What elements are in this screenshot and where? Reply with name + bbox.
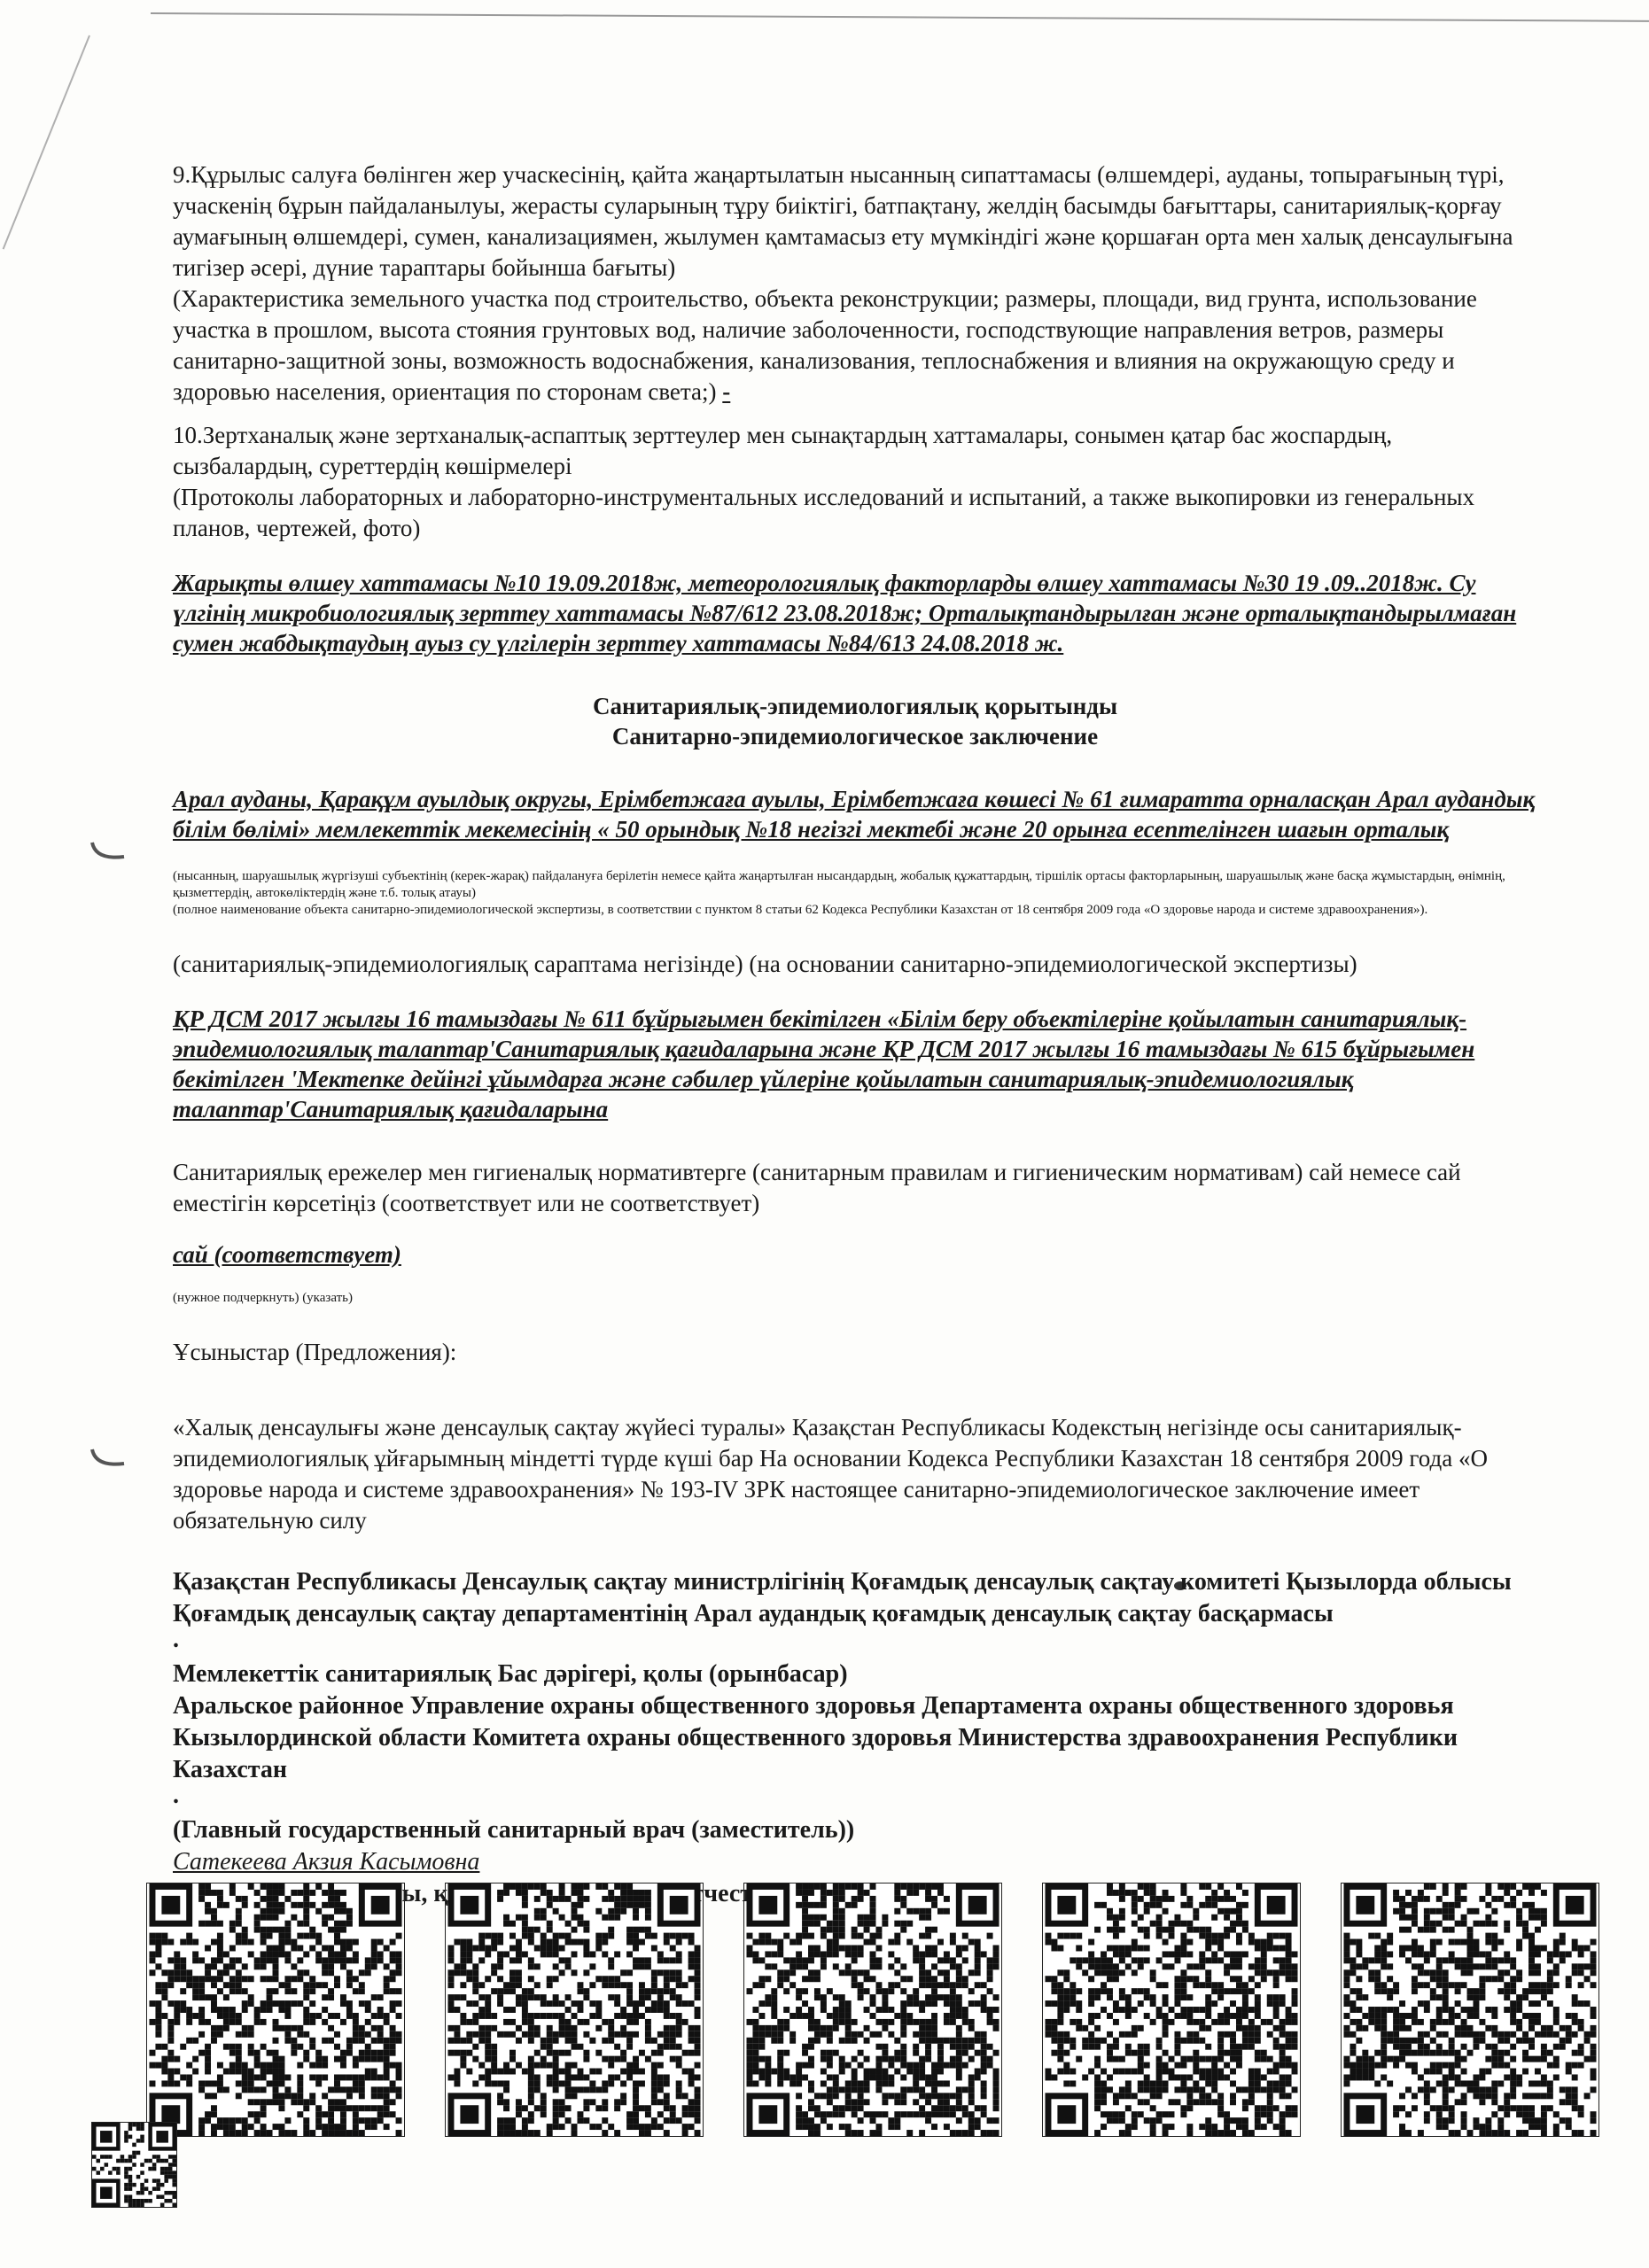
qr-code (1042, 1883, 1301, 2137)
section-10-answer: Жарықты өлшеу хаттамасы №10 19.09.2018ж, метеорологиялық факторларды өлшеу хаттамасы №30 19 .09..2018ж. Су үлгінің микробиологиялық зерттеу хаттамасы №87/612 23.08.2018ж; Орталықтандырылған және орталықтандырылмаған сумен жабдықтаудың ауыз су үлгілерін зерттеу хаттамасы №84/613 24.08.2018 ж. (173, 570, 1517, 656)
position-ru: (Главный государственный санитарный врач (заместитель)) (173, 1816, 855, 1844)
signer-name: Сатекеева Акзия Касымовна (173, 1848, 480, 1876)
separator-dot: . (173, 1626, 179, 1653)
conclusion-title-kz: Санитариялық-эпидемиологиялық қорытынды (592, 693, 1118, 719)
authority-kz: Қазақстан Республикасы Денсаулық сақтау министрлігінің Қоғамдық денсаулық сақтау комитеті Қызылорда облысы Қоғамдық денсаулық сақтау департаментінің Арал аудандық қоғамдық денсаулық сақтау басқармасы (173, 1568, 1512, 1627)
qr-code (445, 1883, 704, 2137)
basis-label: (санитариялық-эпидемиологиялық сараптама негізінде) (на основании санитарно-эпидемиологической экспертизы) (173, 951, 1357, 977)
section-10 (173, 420, 1537, 658)
basis-text: ҚР ДСМ 2017 жылғы 16 тамыздағы № 611 бұйрығымен бекітілген «Білім беру объектілеріне қойылатын санитариялық-эпидемиологиялық талаптар'Санитариялық қағидаларына және ҚР ДСМ 2017 жылғы 16 тамыздағы № 615 бұйрығымен бекітілген 'Мектепке дейінгі ұйымдарға және сәбилер үйлеріне қойылатын санитариялық-эпидемиологиялық талаптар'Санитариялық қағидаларына (173, 1006, 1475, 1122)
signer-label: аты, отчество, (377, 1880, 784, 1907)
separator-dot: . (173, 1782, 179, 1809)
object-note-ru: (полное наименование объекта санитарно-эпидемиологической экспертизы, в соответствии с пунктом 8 статьи 62 Кодекса Республики Казахстан от 18 сентября 2009 года «О здоровье народа и системе здравоохранения»). (173, 903, 1428, 917)
punch-hole-mark-lower (89, 1444, 129, 1471)
punch-hole-mark-upper (89, 837, 129, 864)
section-10-kz: 10.Зертханалық және зертханалық-аспаптық зерттеулер мен сынақтардың хаттамалары, сонымен қатар бас жоспардың, сызбалардың, суреттердің көшірмелері (173, 422, 1393, 479)
section-10-ru: (Протоколы лабораторных и лабораторно-инструментальных исследований и испытаний, а также выкопировки из генеральных планов, чертежей, фото) (173, 484, 1475, 541)
proposals-label: Ұсыныстар (Предложения): (173, 1339, 457, 1365)
section-9-answer: - (722, 378, 731, 405)
authority-ru: Аральское районное Управление охраны общественного здоровья Департамента охраны общественного здоровья Кызылординской области Комитета охраны общественного здоровья Министерства здравоохранения Республики Казахстан (173, 1692, 1458, 1783)
qr-code-row (146, 1883, 1599, 2131)
compliance-label: Санитариялық ережелер мен гигиеналық нормативтерге (санитарным правилам и гигиеническим нормативам) сай немесе сай еместігін көрсетіңіз (соответствует или не соответствует) (173, 1159, 1461, 1216)
compliance-note: (нужное подчеркнуть) (указать) (173, 1291, 353, 1305)
legal-basis-text: «Халық денсаулығы және денсаулық сақтау жүйесі туралы» Қазақстан Республикасы Кодекстың негізінде осы санитариялық-эпидемиологиялық ұйғарымның міндетті түрде күші бар На основании Кодекса Республики Казахстан 18 сентября 2009 года «О здоровье народа и системе здравоохранения» № 193-IV ЗРК настоящее санитарно-эпидемиологическое заключение имеет обязательную силу (173, 1414, 1488, 1534)
qr-code (146, 1883, 405, 2137)
section-9-ru: (Характеристика земельного участка под строительство, объекта реконструкции; размеры, площади, вид грунта, использование участка в прошлом, высота стояния грунтовых вод, наличие заболоченности, господствующие направления ветров, размеры санитарно-защитной зоны, возможность водоснабжения, канализования, теплоснабжения и влияния на окружающую среду и здоровью населения, ориентация по сторонам света;) - (173, 285, 1477, 405)
scan-page-edge-top (151, 12, 1649, 22)
document-body (173, 159, 1537, 1910)
position-kz: Мемлекеттік санитариялық Бас дәрігері, қолы (орынбасар) (173, 1660, 848, 1688)
qr-code (743, 1883, 1002, 2137)
section-9 (173, 159, 1537, 408)
section-9-kz: 9.Құрылыс салуға бөлінген жер учаскесінің, қайта жаңартылатын нысанның сипаттамасы (өлшемдері, ауданы, топырағының түрі, учаскенің бұрын пайдаланылуы, жерасты суларының тұру биіктігі, батпақтану, желдің басымды бағыттары, санитариялық-қорғау аумағының өлшемдері, сумен, канализациямен, жылумен қамтамасыз ету мүмкіндігі және қоршаған орта мен халық денсаулығына тигізер әсері, дүние тараптары бойынша бағыты) (173, 161, 1513, 281)
object-name: Арал ауданы, Қарақұм ауылдық округы, Ерімбетжаға ауылы, Ерімбетжаға көшесі № 61 ғимаратта орналасқан Арал аудандық білім бөлімі» мемлекеттік мекемесінің « 50 орындық №18 негізгі мектебі және 20 орынға есептелінген шағын орталық (173, 786, 1536, 843)
qr-code-small (91, 2122, 177, 2208)
compliance-value: сай (соответствует) (173, 1241, 401, 1268)
object-note-kz: (нысанның, шаруашылық жүргізуші субъектінің (керек-жарақ) пайдалануға берілетін немесе қайта жаңартылған нысандардың, жобалық құжаттардың, тіршілік ортасы факторларының, шаруашылық және басқа жұмыстардың, өнімнің, қызметтердің, автокөліктердің және т.б. толық атауы) (173, 869, 1505, 900)
qr-code (1341, 1883, 1599, 2137)
scan-page-edge-left (3, 35, 90, 250)
conclusion-title-ru: Санитарно-эпидемиологическое заключение (611, 723, 1099, 750)
